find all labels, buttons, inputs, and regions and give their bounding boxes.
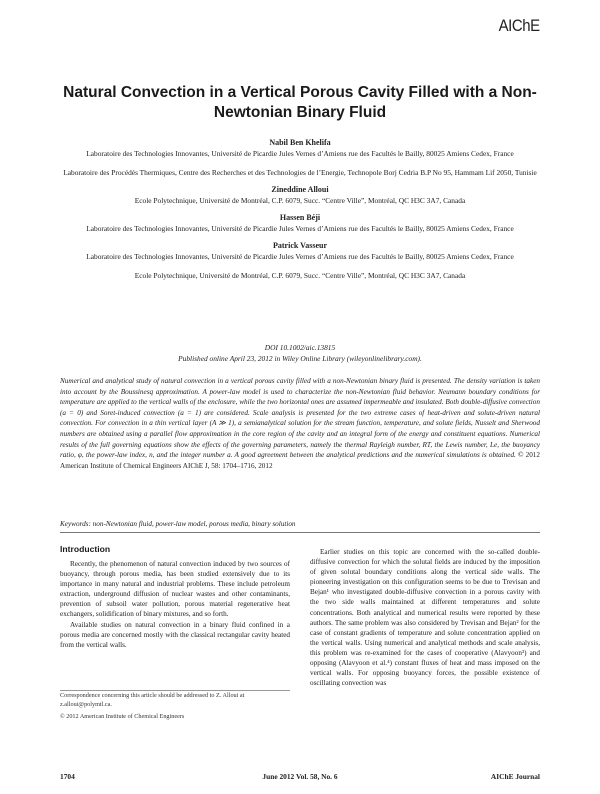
right-column xyxy=(310,547,540,688)
journal-name: AIChE Journal xyxy=(490,772,540,781)
keywords: Keywords: non-Newtonian fluid, power-law model, porous media, binary solution xyxy=(60,520,296,528)
author-name: Zineddine Alloui xyxy=(271,185,329,194)
author-affiliation: Ecole Polytechnique, Université de Montréal, C.P. 6079, Succ. “Centre Ville”, Montréal, QC H3C 3A7, Canada xyxy=(134,196,466,205)
author-name: Patrick Vasseur xyxy=(273,241,327,250)
footnote-divider xyxy=(60,690,290,691)
issue-info: June 2012 Vol. 58, No. 6 xyxy=(262,772,338,781)
abstract xyxy=(60,376,540,471)
author-affiliation: Laboratoire des Technologies Innovantes, Université de Picardie Jules Vernes d’Amiens rue des Facultés le Bailly, 80025 Amiens Cedex, France xyxy=(86,252,514,261)
author-affiliation: Laboratoire des Procédés Thermiques, Centre des Recherches et des Technologies de l’Energie, Technopole Borj Cedria B.P No 95, Hammam Lif 2050, Tunisie xyxy=(63,168,537,177)
publication-info xyxy=(60,342,540,364)
paragraph: Earlier studies on this topic are concerned with the so-called double-diffusive convection for which the solutal fields are induced by the imposition of given solutal boundary conditions along the vertical side walls. The pioneering investigation on this configuration seems to be due to Trevisan and Bejan¹ who investigated double-diffusive convection in a porous cavity with the two side walls maintained at different temperatures and solute concentrations. Both analytical and numerical results were reported by these authors. The same problem was also considered by Trevisan and Bejan² for the case of constant gradients of temperature and solute concentration applied on the vertical walls. Using numerical and analytical methods and scale analysis, this problem was re-examined for the cases of cooperative (Alavyoon³) and opposing (Alavyoon et al.⁴) constant fluxes of heat and mass imposed on the vertical walls. For opposing buoyancy forces, the possible existence of oscillating convection was xyxy=(310,548,540,688)
section-divider xyxy=(60,532,540,533)
footnote-correspondence: Correspondence concerning this article should be addressed to Z. Alloui at z.alloui@polymtl.ca. xyxy=(60,692,245,708)
journal-logo: AIChE xyxy=(498,16,540,35)
author-name: Hassen Béji xyxy=(279,213,321,222)
paragraph: Recently, the phenomenon of natural convection induced by two sources of buoyancy, through porous media, has been studied extensively due to its importance in many natural and industrial problems. These include petroleum extraction, underground diffusion of nuclear wastes and other contaminants, prevention of subsoil water pollution, porous material regenerative heat exchangers, solidification of binary mixtures, and so forth. xyxy=(60,560,290,619)
author-affiliation: Ecole Polytechnique, Université de Montréal, C.P. 6079, Succ. “Centre Ville”, Montréal, QC H3C 3A7, Canada xyxy=(134,271,466,280)
section-heading: Introduction xyxy=(60,544,111,554)
abstract-copyright: © 2012 American Institute of Chemical Engineers AIChE J, 58: 1704–1716, 2012 xyxy=(60,451,540,470)
author-affiliation: Laboratoire des Technologies Innovantes, Université de Picardie Jules Vernes d’Amiens rue des Facultés le Bailly, 80025 Amiens Cedex, France xyxy=(86,149,514,158)
left-column xyxy=(60,543,290,650)
author-name: Nabil Ben Khelifa xyxy=(269,138,331,147)
footnote-copyright: © 2012 American Institute of Chemical Engineers xyxy=(60,713,185,720)
page-number: 1704 xyxy=(60,772,75,781)
paragraph: Available studies on natural convection in a binary fluid confined in a porous media are concerned mostly with the classical rectangular cavity heated from the vertical walls. xyxy=(60,620,290,649)
author-affiliation: Laboratoire des Technologies Innovantes, Université de Picardie Jules Vernes d’Amiens rue des Facultés le Bailly, 80025 Amiens Cedex, France xyxy=(86,224,514,233)
doi: DOI 10.1002/aic.13815 xyxy=(264,343,336,352)
published-online: Published online April 23, 2012 in Wiley Online Library (wileyonlinelibrary.com). xyxy=(178,354,422,363)
author-block xyxy=(60,137,540,281)
article-title: Natural Convection in a Vertical Porous Cavity Filled with a Non-Newtonian Binary Fluid xyxy=(63,84,537,121)
abstract-text: Numerical and analytical study of natural convection in a vertical porous cavity filled with a non-Newtonian binary fluid is presented. The density variation is taken into account by the Boussinesq approximation. A power-law model is used to characterize the non-Newtonian fluid behavior. Neumann boundary conditions for temperature are applied to the vertical walls of the enclosure, while the two horizontal ones are assumed impermeable and insulated. Both double-diffusive convection (a = 0) and Soret-induced convection (a = 1) are considered. Scale analysis is presented for the two extreme cases of heat-driven and solute-driven natural convection. For convection in a thin vertical layer (A ≫ 1), a semianalytical solution for the stream function, temperature, and solute fields, Nusselt and Sherwood numbers are obtained using a parallel flow approximation in the core region of the cavity and an integral form of the energy and constituent equations. Numerical results of the full governing equations show the effects of the governing parameters, namely the thermal Rayleigh number, RT, the Lewis number, Le, the buoyancy ratio, φ, the power-law index, n, and the integer number a. A good agreement between the analytical predictions and the numerical simulations is obtained. xyxy=(60,377,540,460)
